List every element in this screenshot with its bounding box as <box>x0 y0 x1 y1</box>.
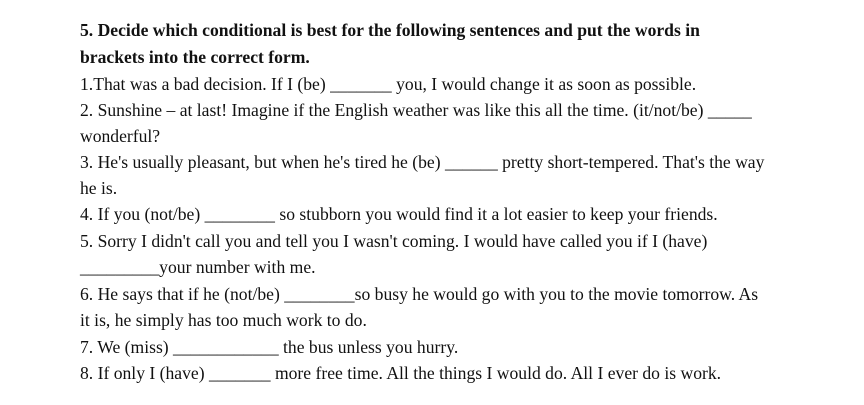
sentence-5-continued: _________your number with me. <box>80 257 316 277</box>
exercise-heading-line-2: brackets into the correct form. <box>80 47 310 67</box>
sentence-2-continued: wonderful? <box>80 126 161 146</box>
sentence-1: 1.That was a bad decision. If I (be) _______ you, I would change it as soon as possible. <box>80 74 697 94</box>
sentence-2: 2. Sunshine – at last! Imagine if the English weather was like this all the time. (it/not/be) _____ <box>80 100 752 120</box>
sentence-8: 8. If only I (have) _______ more free time. All the things I would do. All I ever do is work. <box>80 363 722 383</box>
sentence-3-continued: he is. <box>80 178 118 198</box>
sentence-6-continued: it is, he simply has too much work to do. <box>80 310 367 330</box>
sentence-5: 5. Sorry I didn't call you and tell you I wasn't coming. I would have called you if I (have) <box>80 231 708 251</box>
sentence-6: 6. He says that if he (not/be) ________so busy he would go with you to the movie tomorrow. As <box>80 284 759 304</box>
sentence-7: 7. We (miss) ____________ the bus unless you hurry. <box>80 337 459 357</box>
sentence-3: 3. He's usually pleasant, but when he's tired he (be) ______ pretty short-tempered. That's the way <box>80 152 765 172</box>
exercise-heading-line-1: 5. Decide which conditional is best for the following sentences and put the words in <box>80 20 700 40</box>
sentence-4: 4. If you (not/be) ________ so stubborn you would find it a lot easier to keep your friends. <box>80 204 718 224</box>
